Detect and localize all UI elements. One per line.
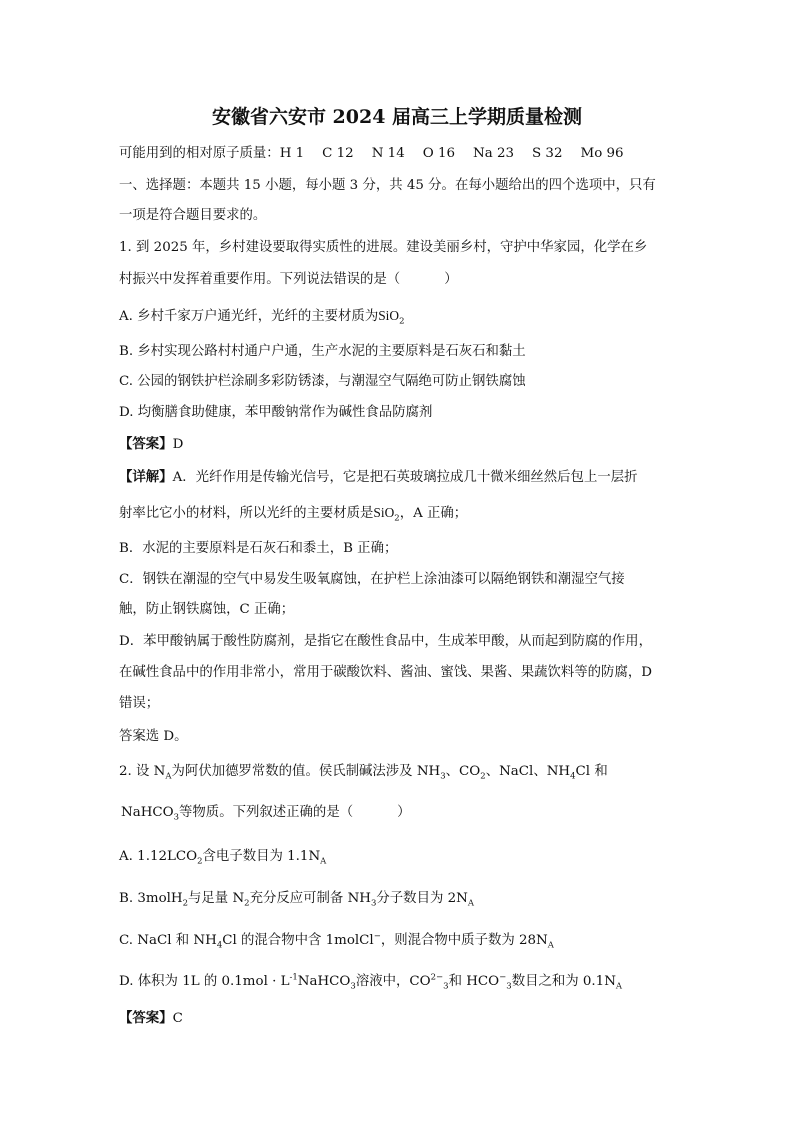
q2-option-b-sub-2: 2 [244, 898, 250, 909]
q2-option-d-text-4: 和 HCO [448, 974, 500, 989]
q2-option-d-sup-1: -1 [289, 972, 298, 983]
q2-option-c-text-2: Cl 的混合物中含 1molCl [222, 933, 374, 948]
q2-option-d-text-3: 溶液中，CO [355, 974, 431, 989]
q2-answer-label: 【答案】 [119, 1010, 173, 1026]
q2-option-d-sub-3: 3 [506, 981, 512, 992]
q1-option-c: C. 公园的钢铁护栏涂刷多彩防锈漆，与潮湿空气隔绝可防止钢铁腐蚀 [119, 374, 526, 389]
q2-option-c-sub-2: A [547, 940, 554, 951]
q2-option-b-sub-4: A [467, 898, 474, 909]
atomic-mass-h: H 1 [279, 146, 305, 161]
q1-stem-line-2 [119, 270, 458, 290]
q2-option-d-text-2: NaHCO [297, 974, 351, 989]
q2-stem-text-2: 为阿伏加德罗常数的值。侯氏制碱法涉及 NH [171, 764, 441, 779]
q2-option-b-text-1: B. 3molH [119, 891, 183, 906]
section-instruction-line-2: 一项是符合题目要求的。 [119, 208, 267, 223]
q1-detail-line-8: 错误； [119, 696, 160, 711]
q1-detail-line-3: B．水泥的主要原料是石灰石和黍土，B 正确； [119, 541, 398, 556]
q1-option-b: B. 乡村实现公路村村通户户通，生产水泥的主要原料是石灰石和黏土 [119, 344, 526, 359]
q2-option-a-sub-2: A [320, 856, 327, 867]
page-title: 安徽省六安市 2024 届高三上学期质量检测 [211, 106, 583, 128]
q2-stem-nh4-sub: 4 [570, 771, 576, 782]
q2-answer [119, 1008, 183, 1029]
q2-option-c [119, 931, 554, 951]
q1-detail-formula-sub: 2 [394, 513, 400, 524]
q2-option-b-text-3: 充分反应可制备 NH [249, 891, 371, 906]
q1-answer-value: D [172, 437, 184, 452]
atomic-mass-na: Na 23 [473, 146, 514, 161]
q2-option-c-text-1: C. NaCl 和 NH [119, 933, 217, 948]
q1-stem-close: ） [444, 272, 458, 287]
q1-stem-line-1: 1. 到 2025 年，乡村建设要取得实质性的进展。建设美丽乡村，守护中华家园，化学在乡 [119, 240, 648, 255]
section-instruction-line-1: 一、选择题：本题共 15 小题，每小题 3 分，共 45 分。在每小题给出的四个选项中，只有 [119, 178, 656, 193]
q1-option-a-text: A. 乡村千家万户通光纤，光纤的主要材质为 [119, 309, 379, 324]
atomic-mass-o: O 16 [422, 146, 455, 161]
q1-detail-label: 【详解】 [119, 469, 173, 485]
q2-option-b-text-2: 与足量 N [188, 891, 245, 906]
q1-detail-text-2-post: ，A 正确； [399, 506, 468, 521]
q2-stem-line-1 [119, 762, 608, 782]
q2-stem-nh3-sub: 3 [440, 771, 446, 782]
q2-option-a-text-2: 含电子数目为 1.1N [202, 849, 321, 864]
q2-stem-text-1: 2. 设 N [119, 764, 166, 779]
q2-option-d-sub-1: 3 [350, 981, 356, 992]
q2-option-d [119, 972, 622, 992]
q2-option-c-text-3: ，则混合物中质子数为 28N [380, 933, 548, 948]
atomic-masses-label: 可能用到的相对原子质量： [119, 146, 280, 161]
q2-stem-text-5: Cl 和 [575, 764, 608, 779]
q2-option-d-text-1: D. 体积为 1L 的 0.1mol · L [119, 974, 290, 989]
q1-answer-label: 【答案】 [119, 436, 173, 452]
q2-option-c-sup-1: − [373, 931, 381, 942]
q1-detail-line-7: 在碱性食品中的作用非常小，常用于碳酸饮料、酱油、蜜饯、果酱、果蔬饮料等的防腐，D [119, 665, 652, 680]
q1-detail-line-4: C．钢铁在潮湿的空气中易发生吸氧腐蚀，在护栏上涂油漆可以隔绝钢铁和潮湿空气接 [119, 572, 625, 587]
q1-detail-formula: SiO [373, 505, 395, 520]
q2-option-d-sub-4: A [615, 981, 623, 992]
q1-detail-line-2 [119, 503, 467, 524]
q2-option-b [119, 889, 474, 909]
q2-stem-na-sub: A [165, 771, 172, 782]
q2-answer-value: C [172, 1011, 183, 1026]
q1-detail-text-2: 射率比它小的材料，所以光纤的主要材质是 [119, 506, 374, 521]
q1-detail-line-1 [119, 467, 638, 488]
q2-stem-close: ） [397, 805, 411, 820]
q2-option-b-text-4: 分子数目为 2N [376, 891, 468, 906]
q1-option-d: D. 均衡膳食助健康，苯甲酸钠常作为碱性食品防腐剂 [119, 405, 433, 420]
q2-option-d-sup-3: − [499, 972, 507, 983]
q2-option-b-sub-3: 3 [370, 898, 377, 909]
q2-option-b-sub-1: 2 [182, 898, 189, 909]
atomic-mass-s: S 32 [532, 146, 563, 161]
q2-stem-co2-sub: 2 [480, 771, 486, 782]
q1-detail-text-1: A．光纤作用是传输光信号，它是把石英玻璃拉成几十微米细丝然后包上一层折 [172, 470, 638, 485]
q2-option-d-sub-2: 3 [443, 981, 449, 992]
q1-stem-text: 村振兴中发挥着重要作用。下列说法错误的是（ [119, 272, 401, 287]
q2-option-a-sub-1: 2 [197, 856, 203, 867]
q1-option-a-formula: SiO [378, 308, 400, 323]
q2-stem-text-4: 、NaCl、NH [485, 764, 571, 779]
q2-option-a-text-1: A. 1.12LCO [119, 849, 198, 864]
q2-option-d-text-5: 数目之和为 0.1N [511, 974, 616, 989]
atomic-mass-c: C 12 [322, 146, 354, 161]
atomic-mass-mo: Mo 96 [580, 146, 624, 161]
q1-option-a [119, 306, 404, 327]
q1-detail-line-5: 触，防止钢铁腐蚀，C 正确； [119, 602, 295, 617]
q2-option-c-sub-1: 4 [216, 940, 223, 951]
q2-stem-text-3: 、CO [445, 764, 481, 779]
atomic-masses-line [119, 144, 624, 164]
q2-stem-nahco3: NaHCO [121, 805, 174, 820]
q1-answer [119, 434, 183, 455]
q2-stem-text-6: 等物质。下列叙述正确的是（ [179, 805, 354, 820]
q1-detail-line-6: D．苯甲酸钠属于酸性防腐剂，是指它在酸性食品中，生成苯甲酸，从而起到防腐的作用， [119, 634, 652, 649]
atomic-mass-n: N 14 [371, 146, 405, 161]
q2-stem-nahco3-sub: 3 [173, 812, 180, 823]
q2-option-a [119, 847, 326, 867]
q2-option-d-sup-2: 2− [430, 972, 444, 983]
q1-option-a-sub: 2 [399, 316, 405, 327]
q1-detail-line-9: 答案选 D。 [119, 729, 188, 744]
q2-stem-line-2 [121, 803, 411, 823]
